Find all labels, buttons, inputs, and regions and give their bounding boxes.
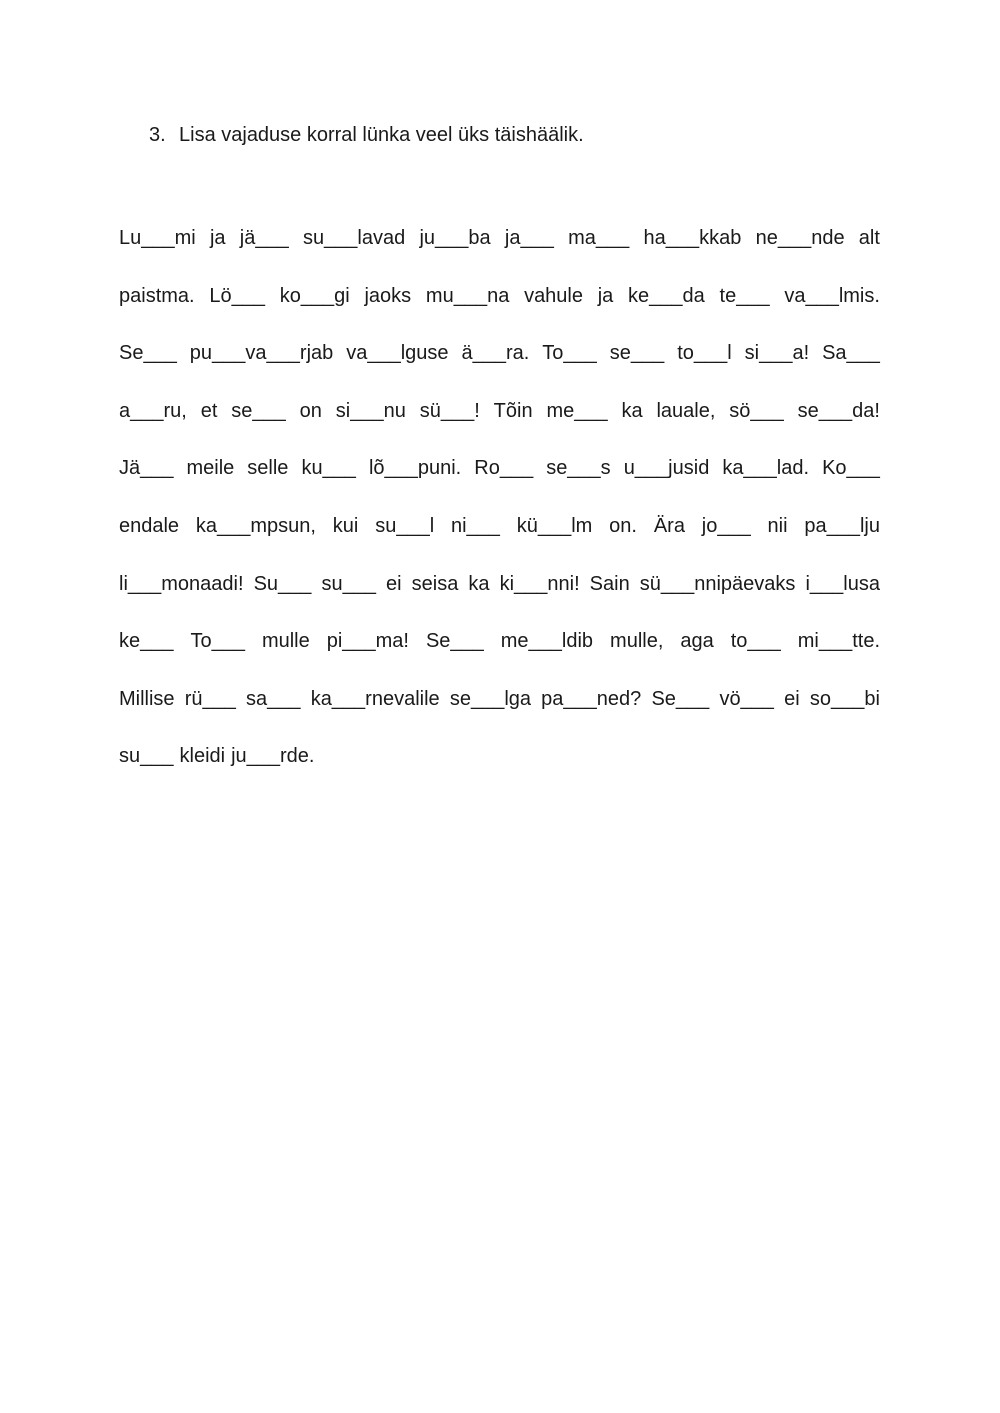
word: ei — [386, 572, 402, 595]
word: su___lavad — [302, 227, 406, 249]
word: mulle, — [610, 630, 664, 653]
word: sü___nnipäevaks — [639, 572, 796, 595]
word: ke___da — [628, 284, 705, 307]
word: se___da! — [797, 399, 880, 422]
word: Lu___mi — [119, 227, 196, 249]
word: mu___na — [425, 284, 510, 307]
word: pa___ned? — [541, 687, 642, 710]
text-line — [119, 283, 880, 341]
word: si___nu — [335, 399, 406, 422]
word: me___ldib — [500, 630, 594, 653]
word: sü___! — [419, 399, 480, 422]
word: rü___ — [184, 687, 236, 710]
word: ja___ — [504, 227, 554, 249]
word: kleidi — [179, 745, 226, 768]
word: ka — [468, 572, 490, 595]
word: Ära — [653, 514, 685, 537]
word: ka___rnevalile — [310, 687, 440, 710]
word: pu___va___rjab — [189, 342, 334, 365]
word: Se___ — [425, 630, 484, 653]
word: mulle — [261, 630, 310, 653]
word: su___ — [321, 572, 376, 595]
instruction — [149, 122, 584, 148]
text-line — [119, 340, 880, 398]
word: ki___nni! — [499, 572, 580, 595]
word: ha___kkab — [643, 227, 742, 249]
word: li___monaadi! — [119, 572, 244, 595]
word: on. — [609, 514, 637, 537]
text-line — [119, 513, 880, 571]
word: kü___lm — [516, 514, 593, 537]
word: To___ — [190, 630, 245, 653]
word: paistma. — [119, 284, 195, 307]
word: ma___ — [568, 227, 630, 249]
word: ja — [597, 284, 614, 307]
word: Jä___ — [119, 457, 174, 480]
word: ko___gi — [279, 284, 350, 307]
word: ke___ — [119, 630, 174, 653]
word: on — [299, 399, 322, 422]
word: ka — [621, 399, 643, 422]
text-line — [119, 455, 880, 513]
word: meile — [186, 457, 235, 480]
word: va___lmis. — [784, 284, 880, 307]
word: ni___ — [450, 514, 500, 537]
word: so___bi — [809, 687, 880, 710]
word: Millise — [119, 687, 175, 710]
word: ka___mpsun, — [195, 514, 316, 537]
word: te___ — [719, 284, 770, 307]
word: Ko___ — [822, 457, 880, 480]
word: mi___tte. — [797, 630, 880, 653]
word: kui — [332, 514, 359, 537]
word: ju___rde. — [231, 745, 315, 768]
word: Se___ — [119, 342, 177, 365]
word: ku___ — [301, 457, 356, 480]
word: Sa___ — [822, 342, 880, 365]
text-line — [119, 686, 880, 744]
word: Ro___ — [474, 457, 534, 480]
word: se___s — [546, 457, 611, 480]
text-line — [119, 225, 880, 283]
instruction-text: Lisa vajaduse korral lünka veel üks täishäälik. — [179, 124, 584, 146]
word: i___lusa — [805, 572, 880, 595]
text-line — [119, 628, 880, 686]
word: sa___ — [246, 687, 301, 710]
instruction-number: 3. — [149, 124, 166, 146]
word: su___ — [119, 745, 174, 768]
word: et — [200, 399, 218, 422]
word: a___ru, — [119, 399, 187, 422]
word: To___ — [542, 342, 597, 365]
word: jo___ — [701, 514, 751, 537]
word: ei — [784, 687, 800, 710]
word: me___ — [546, 399, 608, 422]
word: pi___ma! — [326, 630, 409, 653]
word: Sain — [589, 572, 630, 595]
word: su___l — [375, 514, 435, 537]
word: Tõin — [493, 399, 533, 422]
word: vö___ — [719, 687, 774, 710]
word: sö___ — [729, 399, 784, 422]
text-line — [119, 398, 880, 456]
word: se___lga — [449, 687, 532, 710]
word: u___jusid — [623, 457, 710, 480]
word: Su___ — [253, 572, 312, 595]
word: si___a! — [744, 342, 810, 365]
word: nii — [767, 514, 788, 537]
word: ka___lad. — [722, 457, 810, 480]
text-line — [119, 743, 880, 801]
text-line — [119, 571, 880, 629]
word: aga — [680, 630, 714, 653]
word: se___ — [609, 342, 665, 365]
word: ju___ba — [419, 227, 491, 249]
word: to___ — [730, 630, 781, 653]
word: seisa — [411, 572, 459, 595]
word: ne___nde — [755, 227, 845, 249]
fill-in-text — [119, 225, 880, 801]
word: endale — [119, 514, 180, 537]
word: jaoks — [364, 284, 412, 307]
word: ja — [209, 227, 226, 249]
word: selle — [247, 457, 289, 480]
word: alt — [858, 227, 880, 249]
word: lõ___puni. — [368, 457, 462, 480]
word: va___lguse — [346, 342, 449, 365]
word: ä___ra. — [461, 342, 530, 365]
word: se___ — [231, 399, 286, 422]
word: to___l — [677, 342, 732, 365]
word: Se___ — [651, 687, 710, 710]
word: vahule — [524, 284, 583, 307]
word: pa___lju — [804, 514, 880, 537]
word: jä___ — [239, 227, 289, 249]
word: lauale, — [656, 399, 716, 422]
word: Lö___ — [209, 284, 265, 307]
